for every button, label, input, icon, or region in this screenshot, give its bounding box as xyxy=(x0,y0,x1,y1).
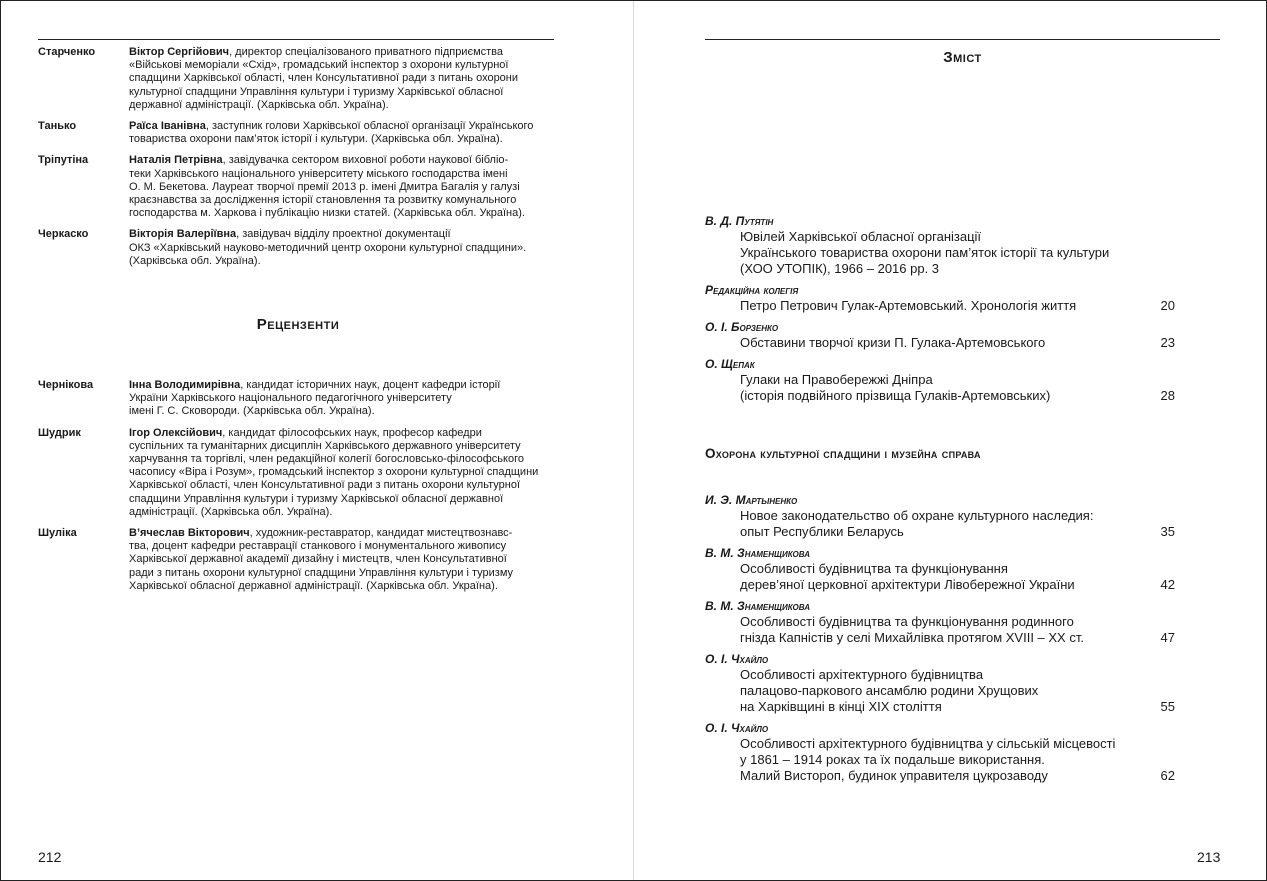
description-text: , художник-реставратор, кандидат мистецтвознавс- xyxy=(249,527,513,540)
person-entry xyxy=(38,228,558,268)
person-surname: Старченко xyxy=(38,46,96,58)
toc-entry xyxy=(705,493,1175,540)
person-name: Вікторія Валеріївна xyxy=(129,228,237,241)
toc-group-1 xyxy=(705,214,1175,410)
toc-title-line: Особливості будівництва та функціонування xyxy=(740,561,1008,576)
toc-title-line: Особливості будівництва та функціонування родинного xyxy=(740,614,1074,629)
toc-title-lines xyxy=(740,335,1175,351)
description-line: О. М. Бекетова. Лауреат творчої премії 2013 р. імені Дмитра Багалія у галузі xyxy=(129,180,520,193)
person-surname: Тріпутіна xyxy=(38,154,89,167)
toc-author: О. Щепак xyxy=(705,357,755,371)
description-line: господарства м. Харкова і публікацію низки статей. (Харківська обл. Україна). xyxy=(129,207,525,220)
description-line xyxy=(129,46,558,59)
toc-title-lines xyxy=(740,736,1175,784)
description-line: Харківської державної академії дизайну і мистецтв, член Консультативної xyxy=(129,553,507,566)
description-text: , заступник голови Харківської обласної організації Українського xyxy=(205,120,534,133)
reviewers-heading: Рецензенти xyxy=(256,316,340,333)
description-line xyxy=(129,228,558,241)
reviewers-list xyxy=(38,379,558,601)
toc-title-lines xyxy=(740,508,1175,540)
toc-title-line: опыт Республики Беларусь xyxy=(740,524,904,539)
person-description xyxy=(129,46,558,112)
description-line: ОКЗ «Харківський науково-методичний центр охорони культурної спадщини». xyxy=(129,241,527,254)
toc-title-line: Особливості архітектурного будівництва у сільській місцевості xyxy=(740,736,1116,751)
toc-page-number: 55 xyxy=(1160,699,1175,714)
toc-author: Редакційна колегія xyxy=(705,283,799,297)
toc-entry xyxy=(705,546,1175,593)
toc-title-line: Гулаки на Правобережжі Дніпра xyxy=(740,372,933,387)
toc-title-lines xyxy=(740,667,1175,715)
toc-author: О. І. Борзенко xyxy=(705,320,779,334)
person-entry xyxy=(38,379,558,419)
toc-author: В. М. Знаменщикова xyxy=(705,599,810,613)
description-line: харчування та торгівлі, член редакційної колегії богословсько-філософського xyxy=(129,453,524,466)
description-text: , кандидат історичних наук, доцент кафедри історії xyxy=(240,379,501,391)
toc-author: В. М. Знаменщикова xyxy=(705,546,810,560)
description-line: імені Г. С. Сковороди. (Харківська обл. Україна). xyxy=(129,405,375,418)
toc-title-line: (ХОО УТОПІК), 1966 – 2016 рр. 3 xyxy=(740,261,940,276)
description-line: часопису «Віра і Розум», громадський інспектор з охорони культурної спадщини xyxy=(129,466,539,479)
description-line: краєзнавства за дослідження історії становлення та розвитку комунального xyxy=(129,194,517,207)
toc-title-lines xyxy=(740,372,1175,404)
description-line: Харківської області, член Консультативної ради з питань охорони культурної xyxy=(129,479,521,492)
person-surname: Шуліка xyxy=(38,527,77,540)
person-name: Наталія Петрівна xyxy=(129,154,223,167)
toc-page-number: 42 xyxy=(1160,577,1175,592)
toc-title-line: Особливості архітектурного будівництва xyxy=(740,667,984,682)
person-surname: Танько xyxy=(38,120,77,133)
toc-entry xyxy=(705,652,1175,715)
description-text: , завідувачка сектором виховної роботи наукової бібліо- xyxy=(222,154,509,167)
contents-heading: Зміст xyxy=(943,49,982,66)
toc-entry xyxy=(705,283,1175,314)
toc-page-number: 62 xyxy=(1160,768,1175,783)
person-surname: Чернікова xyxy=(38,379,94,391)
toc-title-line: гнізда Капністів у селі Михайлівка протягом XVIII – XX ст. xyxy=(740,630,1084,645)
description-line: адміністрації. (Харківська обл. Україна). xyxy=(129,505,333,518)
gutter xyxy=(633,1,634,880)
person-name: Раїса Іванівна xyxy=(129,120,206,133)
description-line: суспільних та гуманітарних дисциплін Харківського державного університету xyxy=(129,439,521,452)
toc-author: О. І. Чхайло xyxy=(705,721,769,735)
description-line: «Військові меморіали «Схід», громадський інспектор з охорони культурної xyxy=(129,59,509,72)
description-text: , завідувач відділу проектної документації xyxy=(236,228,451,241)
description-line: України Харківського національного педагогічного університету xyxy=(129,392,452,405)
toc-title-line: дерев’яної церковної архітектури Лівобережної України xyxy=(740,577,1075,592)
person-entry xyxy=(38,527,558,593)
person-surname: Черкаско xyxy=(38,228,89,241)
toc-title-line: Малий Вистороп, будинок управителя цукрозаводу xyxy=(740,768,1048,783)
description-line: державної адміністрації. (Харківська обл. Україна). xyxy=(129,98,389,111)
toc-page-number: 23 xyxy=(1160,335,1175,350)
toc-page-number: 47 xyxy=(1160,630,1175,645)
description-line: товариства охорони пам’яток історії і культури. (Харківська обл. Україна). xyxy=(129,133,503,146)
toc-title-line: у 1861 – 1914 роках та їх подальше використання. xyxy=(740,752,1045,767)
toc-entry xyxy=(705,214,1175,277)
toc-title-line: (історія подвійного прізвища Гулаків-Артемовських) xyxy=(740,388,1051,403)
description-line xyxy=(129,379,558,392)
toc-group-2 xyxy=(705,493,1175,790)
top-rule-left xyxy=(38,39,554,40)
toc-author: И. Э. Мартыненко xyxy=(705,493,798,507)
description-line xyxy=(129,120,558,133)
toc-title-lines xyxy=(740,614,1175,646)
page-number-right: 213 xyxy=(1197,849,1221,865)
toc-title-line: палацово-паркового ансамблю родини Хрущових xyxy=(740,683,1039,698)
description-text: , кандидат філософських наук, професор кафедри xyxy=(222,426,482,439)
toc-author: В. Д. Путятін xyxy=(705,214,774,228)
toc-author: О. І. Чхайло xyxy=(705,652,769,666)
description-line: ради з питань охорони культурної спадщини Управління культури і туризму xyxy=(129,566,514,579)
toc-entry xyxy=(705,599,1175,646)
toc-title-line: Петро Петрович Гулак-Артемовський. Хронологія життя xyxy=(740,298,1077,313)
person-name: Віктор Сергійович xyxy=(129,46,230,58)
toc-title-line: на Харківщині в кінці XIX століття xyxy=(740,699,942,714)
description-line: спадщини Управління культури і туризму Харківської обласної державної xyxy=(129,492,504,505)
toc-title-lines xyxy=(740,561,1175,593)
toc-entry xyxy=(705,320,1175,351)
person-surname: Шудрик xyxy=(38,426,81,439)
toc-title-line: Ювілей Харківської обласної організації xyxy=(740,229,982,244)
page-number-left: 212 xyxy=(38,849,62,865)
person-description xyxy=(129,154,558,220)
toc-title-line: Новое законодательство об охране культурного наследия: xyxy=(740,508,1094,523)
description-line: Харківської обласної державної адміністрації. (Харківська обл. Україна). xyxy=(129,579,498,592)
top-rule-right xyxy=(705,39,1220,40)
person-description xyxy=(129,228,558,268)
contributors-list xyxy=(38,46,558,276)
person-name: В’ячеслав Вікторович xyxy=(129,527,250,540)
description-line xyxy=(129,527,558,540)
person-entry xyxy=(38,120,558,146)
toc-title-line: Обставини творчої кризи П. Гулака-Артемовського xyxy=(740,335,1046,350)
description-line: культурної спадщини Управління культури і туризму Харківської обласної xyxy=(129,85,504,98)
description-line xyxy=(129,154,558,167)
person-entry xyxy=(38,46,558,112)
person-name: Інна Володимирівна xyxy=(129,379,241,391)
toc-entry xyxy=(705,357,1175,404)
toc-entry xyxy=(705,721,1175,784)
person-entry xyxy=(38,154,558,220)
person-description xyxy=(129,427,558,519)
toc-page-number: 20 xyxy=(1160,298,1175,313)
person-entry xyxy=(38,427,558,519)
toc-section-heading: Охорона культурної спадщини і музейна справа xyxy=(705,446,981,461)
toc-title-lines xyxy=(740,229,1175,277)
description-line: (Харківська обл. Україна). xyxy=(129,254,261,267)
description-line: тва, доцент кафедри реставрації станкового і монументального живопису xyxy=(129,540,507,553)
toc-title-lines xyxy=(740,298,1175,314)
toc-page-number: 28 xyxy=(1160,388,1175,403)
description-line: теки Харківського національного університету міського господарства імені xyxy=(129,167,508,180)
person-description xyxy=(129,120,558,146)
description-line xyxy=(129,427,558,440)
person-description xyxy=(129,527,558,593)
toc-page-number: 35 xyxy=(1160,524,1175,539)
description-line: спадщини Харківської області, член Консультативної ради з питань охорони xyxy=(129,72,519,85)
person-description xyxy=(129,379,558,419)
person-name: Ігор Олексійович xyxy=(129,426,223,439)
toc-title-line: Українського товариства охорони пам’яток історії та культури xyxy=(740,245,1110,260)
description-text: , директор спеціалізованого приватного підприємства xyxy=(229,46,504,58)
